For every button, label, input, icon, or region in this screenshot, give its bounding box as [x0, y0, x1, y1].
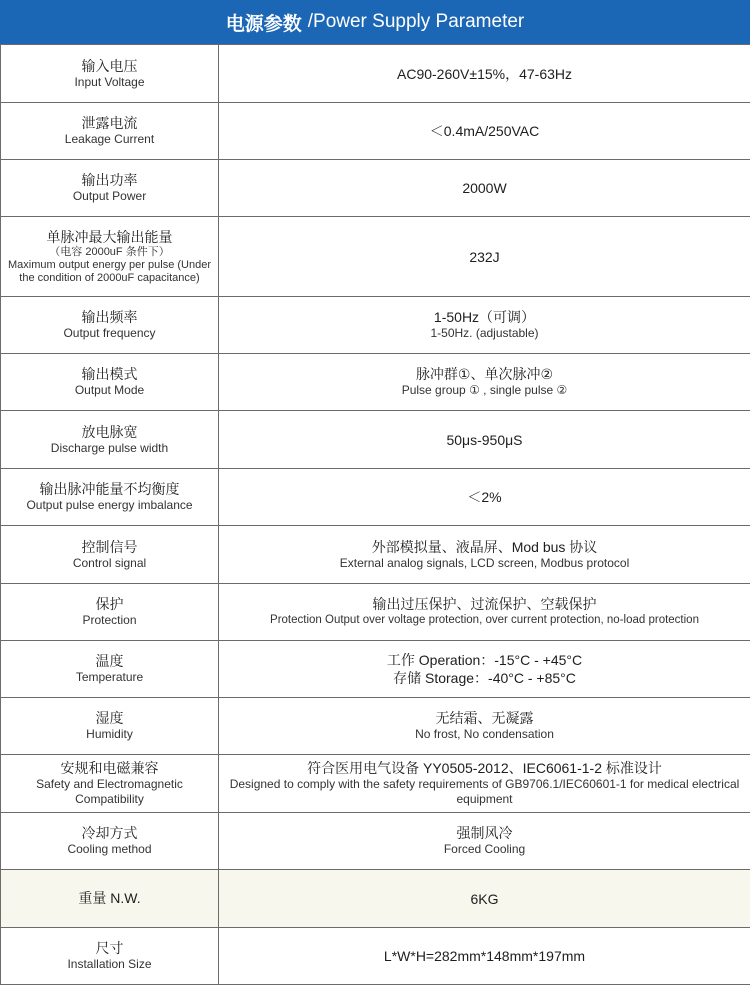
label-cell: [1, 526, 219, 584]
label-zh: 单脉冲最大输出能量: [46, 228, 173, 245]
label-en: Output Power: [72, 189, 147, 203]
label-cell: [1, 870, 219, 928]
label-en: Leakage Current: [64, 132, 155, 146]
value-cell: [219, 217, 750, 297]
label-zh: 控制信号: [81, 538, 138, 555]
label-en: Input Voltage: [74, 74, 145, 89]
row-input-voltage: [1, 45, 750, 103]
header-title-en: /Power Supply Parameter: [307, 11, 525, 32]
label-zh: 输入电压: [81, 57, 138, 74]
label-cell: [1, 217, 219, 297]
label-zh: 尺寸: [95, 940, 124, 956]
label-cell: [1, 755, 219, 813]
value-cell: [219, 469, 750, 526]
label-sub: （电容 2000uF 条件下）: [49, 245, 170, 258]
value-zh: 输出过压保护、过流保护、空载保护: [372, 596, 597, 612]
value-en: Protection Output over voltage protection, over current protection, no-load protection: [270, 614, 699, 626]
header-title-zh: 电源参数: [225, 13, 302, 35]
label-cell: [1, 928, 219, 985]
value-cell: [219, 45, 750, 103]
value-en: 1-50Hz. (adjustable): [430, 326, 539, 340]
value-cell: [219, 297, 750, 354]
value-cell: [219, 813, 750, 870]
row-output-frequency: [1, 297, 750, 354]
label-cell: [1, 354, 219, 411]
row-output-mode: [1, 354, 750, 411]
value-en: Forced Cooling: [443, 842, 526, 856]
label-cell: [1, 698, 219, 755]
value-text: 232J: [469, 248, 500, 265]
row-temperature: [1, 641, 750, 698]
parameter-table: [0, 44, 750, 985]
value-cell: [219, 526, 750, 584]
label-en: Control signal: [72, 555, 147, 570]
value-cell: [219, 584, 750, 641]
value-text: 50μs-950μS: [446, 431, 523, 448]
row-leakage-current: [1, 103, 750, 160]
label-en: Humidity: [86, 727, 133, 741]
label-zh: 冷却方式: [81, 825, 138, 841]
value-cell: [219, 411, 750, 469]
row-safety-emc: [1, 755, 750, 813]
value-cell: [219, 641, 750, 698]
value-text: ＜0.4mA/250VAC: [429, 123, 540, 139]
label-cell: [1, 411, 219, 469]
label-en: Output frequency: [63, 326, 156, 340]
value-zh: 脉冲群①、单次脉冲②: [415, 366, 554, 382]
label-zh: 安规和电磁兼容: [60, 760, 159, 776]
label-cell: [1, 813, 219, 870]
value-en: Designed to comply with the safety requirements of GB9706.1/IEC60601-1 for medical electrical equipment: [229, 777, 740, 806]
label-cell: [1, 641, 219, 698]
row-discharge-pulse-width: [1, 411, 750, 469]
label-en: Output pulse energy imbalance: [26, 498, 193, 512]
label-en: Maximum output energy per pulse (Under the condition of 2000uF capacitance): [8, 258, 211, 284]
label-en: Output Mode: [74, 383, 145, 397]
label-zh: 放电脉宽: [81, 423, 138, 440]
label-zh: 温度: [95, 653, 124, 669]
row-control-signal: [1, 526, 750, 584]
value-cell: [219, 928, 750, 985]
value-cell: [219, 870, 750, 928]
label-zh: 输出功率: [81, 172, 138, 188]
row-protection: [1, 584, 750, 641]
value-zh: 符合医用电气设备 YY0505-2012、IEC6061-1-2 标准设计: [307, 760, 662, 776]
label-en: Installation Size: [67, 957, 152, 971]
row-cooling-method: [1, 813, 750, 870]
label-cell: [1, 160, 219, 217]
label-en: Discharge pulse width: [50, 440, 169, 455]
label-en: Protection: [82, 613, 137, 627]
value-cell: [219, 698, 750, 755]
row-energy-imbalance: [1, 469, 750, 526]
row-humidity: [1, 698, 750, 755]
row-output-power: [1, 160, 750, 217]
label-cell: [1, 469, 219, 526]
label-zh: 保护: [95, 596, 124, 612]
value-cell: [219, 103, 750, 160]
label-zh: 输出模式: [81, 366, 138, 382]
label-cell: [1, 297, 219, 354]
label-cell: [1, 103, 219, 160]
value-text: L*W*H=282mm*148mm*197mm: [383, 948, 586, 964]
value-text: AC90-260V±15%，47-63Hz: [397, 65, 572, 82]
value-en: External analog signals, LCD screen, Modbus protocol: [339, 555, 630, 570]
value-zh: 1-50Hz（可调）: [433, 309, 536, 325]
value-zh: 无结霜、无凝露: [435, 710, 534, 726]
value-storage: 存储 Storage：-40°C - +85°C: [393, 670, 576, 686]
value-zh: 外部模拟量、液晶屏、Mod bus 协议: [371, 538, 598, 555]
label-zh: 泄露电流: [81, 115, 138, 131]
label-zh: 输出脉冲能量不均衡度: [39, 481, 180, 497]
value-cell: [219, 354, 750, 411]
value-text: ＜2%: [467, 489, 502, 505]
value-operation: 工作 Operation：-15°C - +45°C: [386, 652, 583, 668]
label-en: Safety and Electromagnetic Compatibility: [36, 777, 183, 806]
row-net-weight: [1, 870, 750, 928]
label-en: Cooling method: [67, 842, 152, 856]
value-en: No frost, No condensation: [415, 727, 554, 741]
value-zh: 强制风冷: [456, 825, 513, 841]
value-text: 2000W: [462, 180, 507, 196]
label-en: Temperature: [75, 670, 144, 684]
value-en: Pulse group ① , single pulse ②: [401, 383, 568, 397]
label-cell: [1, 584, 219, 641]
value-cell: [219, 755, 750, 813]
value-cell: [219, 160, 750, 217]
page-header: [0, 0, 750, 44]
row-max-pulse-energy: [1, 217, 750, 297]
label-zh: 湿度: [95, 710, 124, 726]
label-zh: 输出频率: [81, 309, 138, 325]
label-zh: 重量 N.W.: [78, 890, 141, 906]
label-cell: [1, 45, 219, 103]
value-text: 6KG: [470, 890, 499, 907]
row-installation-size: [1, 928, 750, 985]
